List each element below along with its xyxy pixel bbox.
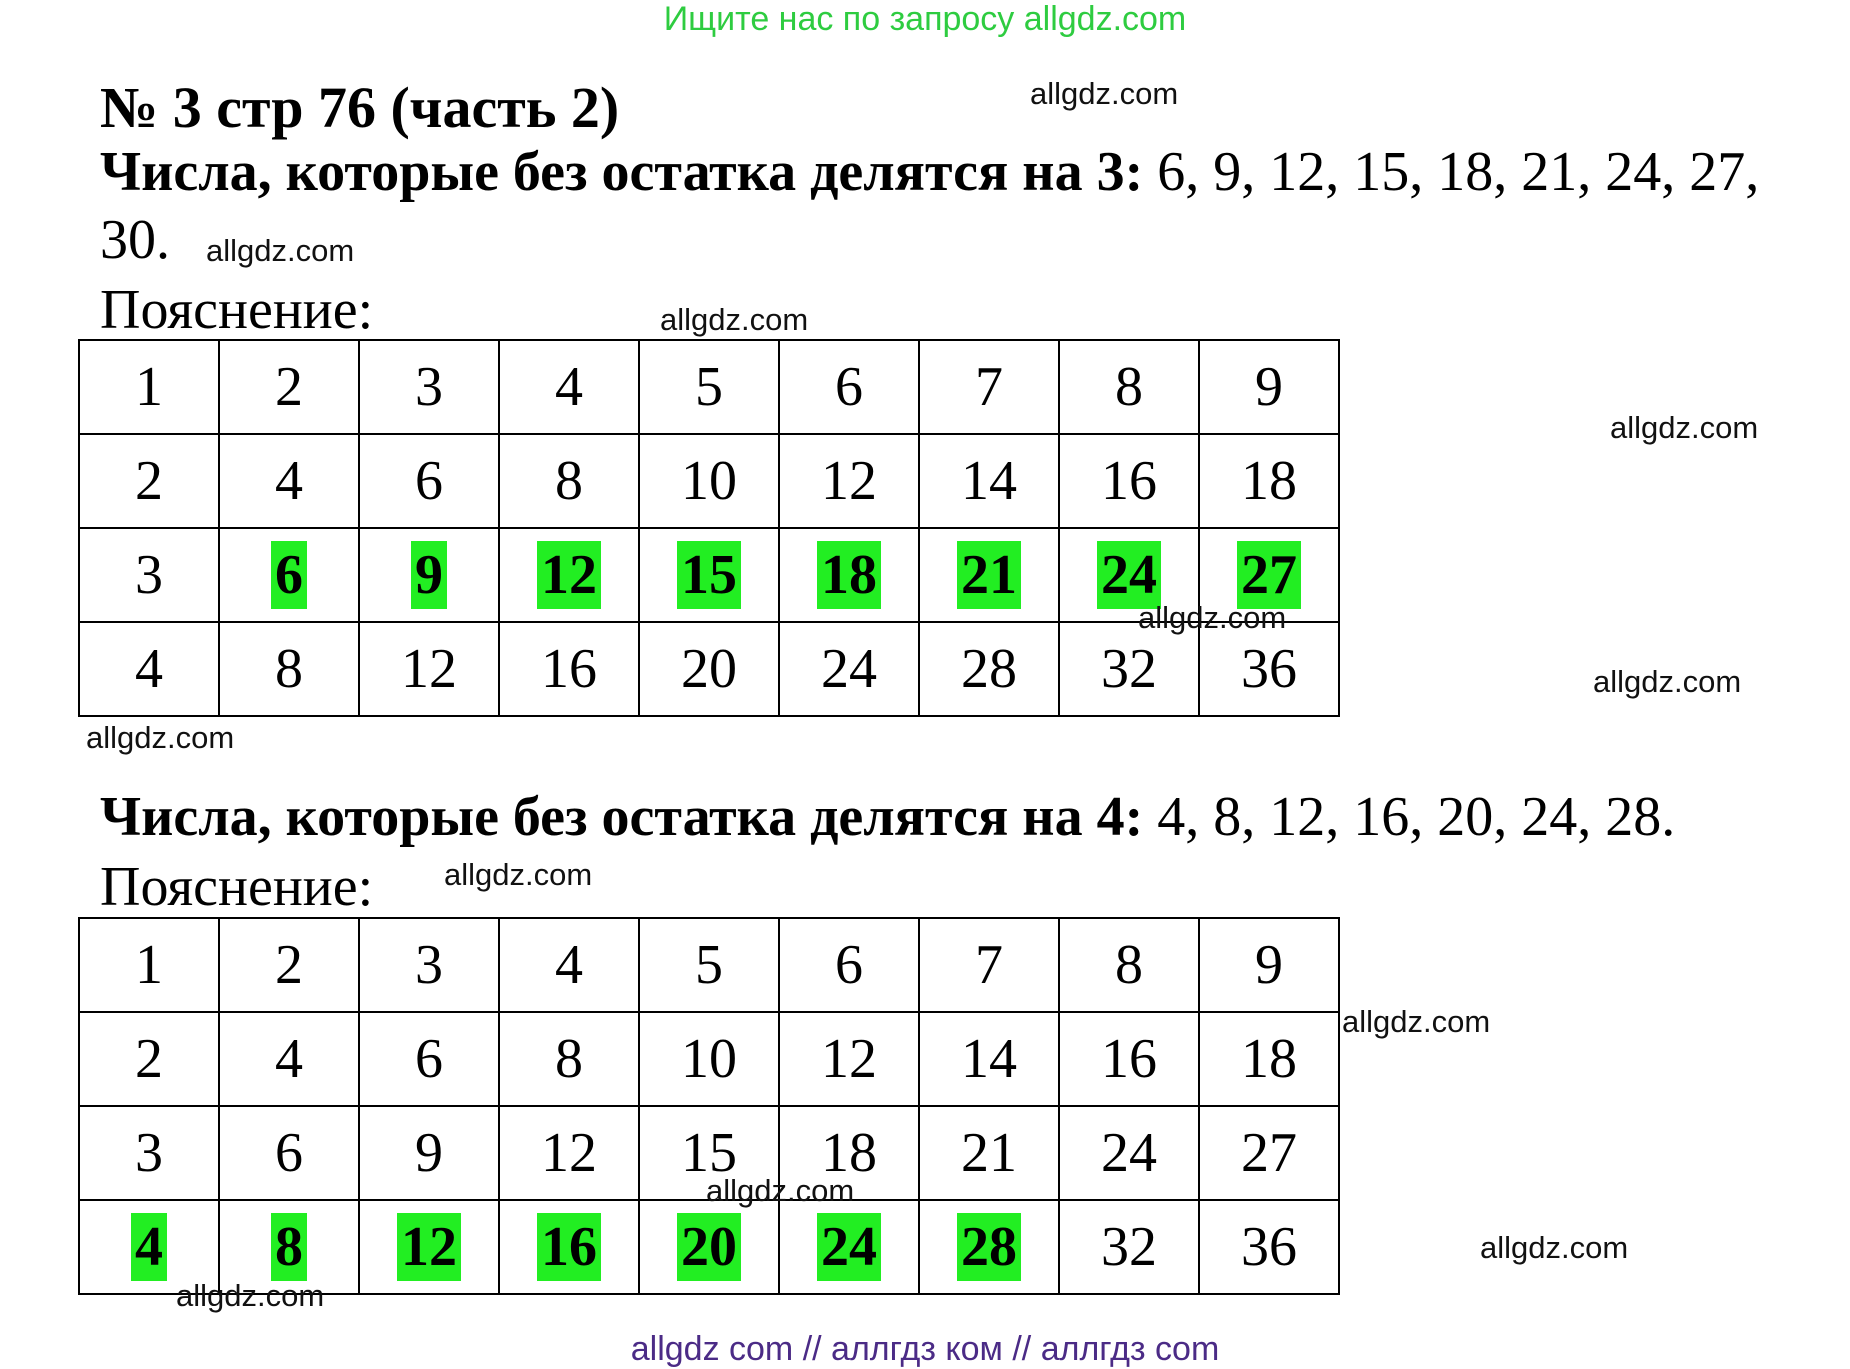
table-cell xyxy=(1199,434,1339,528)
table-cell xyxy=(219,1106,359,1200)
table-cell xyxy=(359,434,499,528)
highlighted-cell-value: 16 xyxy=(537,1213,601,1281)
table-cell xyxy=(79,1012,219,1106)
highlighted-cell-value: 9 xyxy=(411,541,447,609)
table-cell xyxy=(219,622,359,716)
cell-value: 3 xyxy=(415,934,443,996)
table-cell xyxy=(359,918,499,1012)
table-cell xyxy=(79,918,219,1012)
cell-value: 6 xyxy=(835,934,863,996)
cell-value: 14 xyxy=(961,1028,1017,1090)
watermark: allgdz.com xyxy=(1593,664,1742,699)
table-cell xyxy=(359,528,499,622)
table-cell xyxy=(779,622,919,716)
section1-lead: Числа, которые без остатка делятся на 3: xyxy=(100,141,1144,203)
table-cell xyxy=(639,434,779,528)
cell-value: 9 xyxy=(1255,356,1283,418)
cell-value: 6 xyxy=(835,356,863,418)
cell-value: 12 xyxy=(821,1028,877,1090)
cell-value: 15 xyxy=(681,1122,737,1184)
cell-value: 18 xyxy=(1241,1028,1297,1090)
table-cell xyxy=(919,528,1059,622)
table-cell xyxy=(359,1012,499,1106)
cell-value: 24 xyxy=(1101,1122,1157,1184)
table-cell xyxy=(919,340,1059,434)
cell-value: 16 xyxy=(541,638,597,700)
table-row xyxy=(79,622,1339,716)
table-row xyxy=(79,918,1339,1012)
table-cell xyxy=(639,918,779,1012)
cell-value: 14 xyxy=(961,450,1017,512)
section2-values: 4, 8, 12, 16, 20, 24, 28. xyxy=(1143,786,1676,848)
table-cell xyxy=(499,528,639,622)
cell-value: 2 xyxy=(275,356,303,418)
cell-value: 8 xyxy=(1115,356,1143,418)
section1-values: 6, 9, 12, 15, 18, 21, 24, 27, xyxy=(1143,141,1760,203)
table-cell xyxy=(639,622,779,716)
watermark: allgdz.com xyxy=(1480,1230,1629,1265)
watermark: allgdz.com xyxy=(1610,410,1759,445)
table-row xyxy=(79,340,1339,434)
top-banner: Ищите нас по запросу allgdz.com xyxy=(663,0,1187,38)
watermark: allgdz.com xyxy=(1138,600,1287,635)
table-cell xyxy=(499,1012,639,1106)
cell-value: 8 xyxy=(1115,934,1143,996)
cell-value: 12 xyxy=(541,1122,597,1184)
cell-value: 6 xyxy=(415,1028,443,1090)
table-cell xyxy=(79,340,219,434)
multiplication-table-1 xyxy=(78,339,1340,717)
table-cell xyxy=(1199,1200,1339,1294)
table-row xyxy=(79,434,1339,528)
section2-heading xyxy=(100,785,1675,849)
table-cell xyxy=(79,1106,219,1200)
table-cell xyxy=(1199,622,1339,716)
cell-value: 36 xyxy=(1241,638,1297,700)
table-cell xyxy=(1199,1012,1339,1106)
cell-value: 7 xyxy=(975,934,1003,996)
table-cell xyxy=(1199,918,1339,1012)
table-cell xyxy=(499,918,639,1012)
table-cell xyxy=(919,434,1059,528)
table-cell xyxy=(499,1106,639,1200)
watermark: allgdz.com xyxy=(206,233,355,268)
table-cell xyxy=(359,1200,499,1294)
table-cell xyxy=(1059,434,1199,528)
cell-value: 32 xyxy=(1101,638,1157,700)
table-cell xyxy=(359,1106,499,1200)
cell-value: 2 xyxy=(135,450,163,512)
table-cell xyxy=(499,340,639,434)
cell-value: 2 xyxy=(275,934,303,996)
cell-value: 6 xyxy=(415,450,443,512)
table-cell xyxy=(1059,918,1199,1012)
cell-value: 7 xyxy=(975,356,1003,418)
cell-value: 2 xyxy=(135,1028,163,1090)
cell-value: 1 xyxy=(135,356,163,418)
table-cell xyxy=(639,1012,779,1106)
cell-value: 8 xyxy=(275,638,303,700)
watermark: allgdz.com xyxy=(660,302,809,337)
table-cell xyxy=(779,918,919,1012)
cell-value: 21 xyxy=(961,1122,1017,1184)
highlighted-cell-value: 18 xyxy=(817,541,881,609)
table-cell xyxy=(1059,1200,1199,1294)
table-cell xyxy=(779,1012,919,1106)
cell-value: 4 xyxy=(555,934,583,996)
section2-lead: Числа, которые без остатка делятся на 4: xyxy=(100,786,1144,848)
cell-value: 16 xyxy=(1101,450,1157,512)
table-cell xyxy=(779,1200,919,1294)
cell-value: 16 xyxy=(1101,1028,1157,1090)
cell-value: 8 xyxy=(555,1028,583,1090)
table-cell xyxy=(79,434,219,528)
cell-value: 12 xyxy=(401,638,457,700)
table-cell xyxy=(919,1200,1059,1294)
highlighted-cell-value: 21 xyxy=(957,541,1021,609)
table-cell xyxy=(1059,1012,1199,1106)
highlighted-cell-value: 24 xyxy=(817,1213,881,1281)
cell-value: 3 xyxy=(135,1122,163,1184)
cell-value: 3 xyxy=(135,544,163,606)
cell-value: 5 xyxy=(695,934,723,996)
cell-value: 28 xyxy=(961,638,1017,700)
watermark: allgdz.com xyxy=(86,720,235,755)
cell-value: 1 xyxy=(135,934,163,996)
cell-value: 10 xyxy=(681,1028,737,1090)
highlighted-cell-value: 15 xyxy=(677,541,741,609)
highlighted-cell-value: 6 xyxy=(271,541,307,609)
cell-value: 4 xyxy=(275,1028,303,1090)
table-cell xyxy=(79,528,219,622)
table-cell xyxy=(919,1106,1059,1200)
table-cell xyxy=(499,434,639,528)
cell-value: 4 xyxy=(275,450,303,512)
cell-value: 18 xyxy=(821,1122,877,1184)
table-cell xyxy=(639,1200,779,1294)
section2-explain: Пояснение: xyxy=(100,856,374,918)
highlighted-cell-value: 20 xyxy=(677,1213,741,1281)
table-cell xyxy=(219,1012,359,1106)
section1-tail: 30. xyxy=(100,209,170,271)
cell-value: 4 xyxy=(555,356,583,418)
highlighted-cell-value: 8 xyxy=(271,1213,307,1281)
highlighted-cell-value: 28 xyxy=(957,1213,1021,1281)
table-cell xyxy=(359,340,499,434)
cell-value: 27 xyxy=(1241,1122,1297,1184)
table-cell xyxy=(1059,340,1199,434)
table-cell xyxy=(1059,1106,1199,1200)
table-cell xyxy=(359,622,499,716)
highlighted-cell-value: 27 xyxy=(1237,541,1301,609)
cell-value: 8 xyxy=(555,450,583,512)
cell-value: 18 xyxy=(1241,450,1297,512)
cell-value: 3 xyxy=(415,356,443,418)
table-cell xyxy=(1199,340,1339,434)
exercise-title: № 3 стр 76 (часть 2) xyxy=(100,75,620,140)
table-cell xyxy=(499,622,639,716)
cell-value: 5 xyxy=(695,356,723,418)
cell-value: 32 xyxy=(1101,1216,1157,1278)
cell-value: 9 xyxy=(415,1122,443,1184)
cell-value: 36 xyxy=(1241,1216,1297,1278)
table-row xyxy=(79,1012,1339,1106)
table-cell xyxy=(79,622,219,716)
table-cell xyxy=(1059,622,1199,716)
table-cell xyxy=(499,1200,639,1294)
highlighted-cell-value: 12 xyxy=(537,541,601,609)
cell-value: 20 xyxy=(681,638,737,700)
table-cell xyxy=(779,340,919,434)
watermark: allgdz.com xyxy=(1342,1004,1491,1039)
highlighted-cell-value: 4 xyxy=(131,1213,167,1281)
table-cell xyxy=(919,1012,1059,1106)
cell-value: 4 xyxy=(135,638,163,700)
section1-heading xyxy=(100,140,1759,204)
table-cell xyxy=(639,340,779,434)
cell-value: 6 xyxy=(275,1122,303,1184)
table-cell xyxy=(219,340,359,434)
table-cell xyxy=(919,622,1059,716)
cell-value: 10 xyxy=(681,450,737,512)
cell-value: 24 xyxy=(821,638,877,700)
table-cell xyxy=(779,434,919,528)
table-cell xyxy=(219,918,359,1012)
cell-value: 9 xyxy=(1255,934,1283,996)
watermark: allgdz.com xyxy=(706,1173,855,1208)
table-cell xyxy=(639,528,779,622)
table-cell xyxy=(919,918,1059,1012)
highlighted-cell-value: 24 xyxy=(1097,541,1161,609)
watermark: allgdz.com xyxy=(1030,76,1179,111)
highlighted-cell-value: 12 xyxy=(397,1213,461,1281)
table-cell xyxy=(779,528,919,622)
watermark: allgdz.com xyxy=(176,1278,325,1313)
table-cell xyxy=(219,528,359,622)
multiplication-table-2 xyxy=(78,917,1340,1295)
cell-value: 12 xyxy=(821,450,877,512)
bottom-links[interactable]: allgdz com // аллгдз ком // аллгдз com xyxy=(630,1330,1220,1368)
section1-explain: Пояснение: xyxy=(100,279,374,341)
watermark: allgdz.com xyxy=(444,857,593,892)
table-cell xyxy=(1199,1106,1339,1200)
table-cell xyxy=(219,434,359,528)
